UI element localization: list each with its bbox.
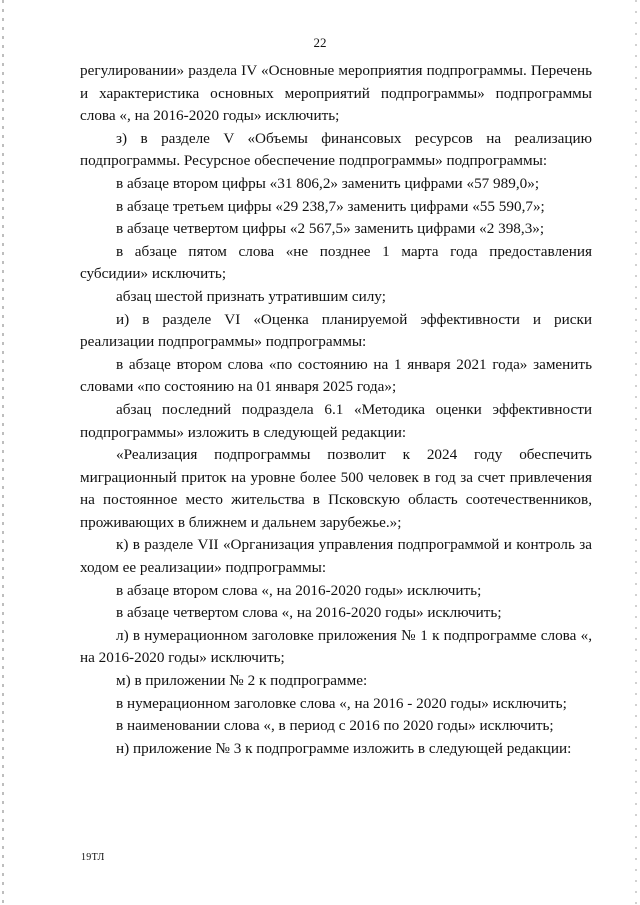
paragraph: в абзаце пятом слова «не позднее 1 марта года предоставления субсидии» исключить; [80,242,592,283]
footer-code: 19ТЛ [81,852,105,863]
paragraph: абзац шестой признать утратившим силу; [116,287,386,305]
paragraph: «Реализация подпрограммы позволит к 2024 году обеспечить миграционный приток на уровне более 500 человек в год за счет привлечения на постоянное место жительства в Псковскую область соотечественников, проживающих в ближнем и дальнем зарубежье.»; [80,446,592,531]
scan-edge-right [635,0,637,905]
paragraph: в наименовании слова «, в период с 2016 по 2020 годы» исключить; [116,717,554,735]
paragraph: в абзаце третьем цифры «29 238,7» заменить цифрами «55 590,7»; [116,197,545,215]
paragraph: абзац последний подраздела 6.1 «Методика оценки эффективности подпрограммы» изложить в следующей редакции: [80,400,592,441]
document-body [80,60,592,760]
paragraph: и) в разделе VI «Оценка планируемой эффективности и риски реализации подпрограммы» подпрограммы: [80,310,592,351]
paragraph: в абзаце втором слова «, на 2016-2020 годы» исключить; [116,581,482,599]
paragraph: к) в разделе VII «Организация управления подпрограммой и контроль за ходом ее реализации» подпрограммы: [80,536,592,577]
paragraph: м) в приложении № 2 к подпрограмме: [116,672,368,690]
scan-edge-left [2,0,4,905]
paragraph: н) приложение № 3 к подпрограмме изложить в следующей редакции: [116,739,572,757]
paragraph: регулировании» раздела IV «Основные мероприятия подпрограммы. Перечень и характеристика основных мероприятий подпрограммы» подпрограммы слова «, на 2016-2020 годы» исключить; [80,62,592,125]
paragraph: л) в нумерационном заголовке приложения № 1 к подпрограмме слова «, на 2016-2020 годы» исключить; [80,626,592,667]
paragraph: в абзаце втором цифры «31 806,2» заменить цифрами «57 989,0»; [116,174,540,192]
page-number: 22 [313,35,327,50]
paragraph: в абзаце втором слова «по состоянию на 1 января 2021 года» заменить словами «по состоянию на 01 января 2025 года»; [80,355,592,396]
paragraph: в абзаце четвертом слова «, на 2016-2020 годы» исключить; [116,604,502,622]
paragraph: в нумерационном заголовке слова «, на 2016 - 2020 годы» исключить; [116,694,567,712]
paragraph: з) в разделе V «Объемы финансовых ресурсов на реализацию подпрограммы. Ресурсное обеспечение подпрограммы» подпрограммы: [80,129,592,170]
paragraph: в абзаце четвертом цифры «2 567,5» заменить цифрами «2 398,3»; [116,220,545,238]
